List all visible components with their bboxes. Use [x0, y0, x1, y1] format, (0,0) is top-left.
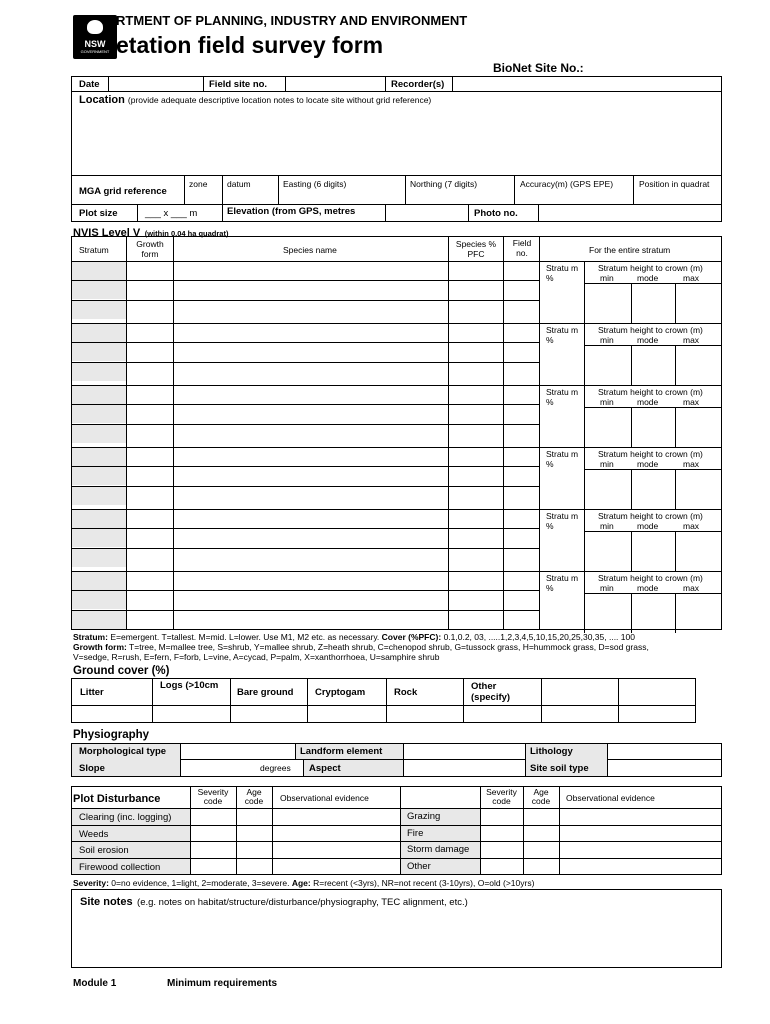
height-min-label: min [600, 459, 614, 469]
severity-code-field-right[interactable] [481, 809, 523, 824]
age-code-field[interactable] [237, 809, 272, 824]
growth-form-cell[interactable] [127, 591, 173, 609]
stratum-pct-label: Stratu m % [546, 325, 579, 345]
severity-code-field-right[interactable] [481, 859, 523, 874]
height-mode-label: mode [637, 273, 659, 283]
stratum-legend: Stratum: E=emergent. T=tallest. M=mid. L=lower. Use M1, M2 etc. as necessary. Cover (%PFC): 0.1,0.2, 03, .....1,2,3,4,5,10,15,20,25,30,35, .... 100 [73, 632, 635, 642]
stratum-code-cell[interactable] [72, 611, 126, 629]
height-max-field[interactable] [676, 532, 721, 570]
severity-code-field-right[interactable] [481, 826, 523, 841]
field-no-cell[interactable] [504, 386, 539, 404]
height-mode-label: mode [637, 397, 659, 407]
height-min-field[interactable] [585, 470, 631, 508]
field-no-cell[interactable] [504, 448, 539, 466]
age-code-field-right[interactable] [524, 809, 559, 824]
stratum-pct-field[interactable] [540, 593, 584, 633]
aspect-label: Aspect [309, 763, 341, 774]
field-no-cell[interactable] [504, 467, 539, 485]
morph-type-field[interactable] [181, 744, 294, 758]
height-mode-label: mode [637, 335, 659, 345]
species-name-cell[interactable] [174, 262, 448, 280]
field-no-cell[interactable] [504, 405, 539, 423]
height-max-field[interactable] [676, 594, 721, 632]
logo-text: NSW [84, 39, 106, 49]
photo-no-field[interactable] [539, 205, 721, 221]
stratum-code-cell[interactable] [72, 301, 126, 319]
height-max-field[interactable] [676, 408, 721, 446]
obs-evidence-field[interactable] [273, 859, 400, 874]
obs-evidence-field[interactable] [273, 826, 400, 841]
soil-type-field[interactable] [608, 760, 721, 776]
litter-label: Litter [80, 687, 104, 698]
species-name-cell[interactable] [174, 591, 448, 609]
stratum-code-cell[interactable] [72, 510, 126, 528]
stratum-pct-field[interactable] [540, 531, 584, 571]
height-max-label: max [683, 335, 700, 345]
species-name-cell[interactable] [174, 487, 448, 505]
species-name-cell[interactable] [174, 510, 448, 528]
ground-cover-value-cell[interactable] [387, 706, 463, 722]
lithology-label: Lithology [530, 746, 573, 757]
stratum-code-cell[interactable] [72, 425, 126, 443]
date-label: Date [79, 79, 100, 90]
degrees-unit: degrees [260, 763, 291, 773]
species-pfc-cell[interactable] [449, 529, 503, 547]
disturbance-right-label: Fire [407, 828, 424, 839]
logs-label: Logs (>10cm [160, 680, 219, 691]
growth-form-cell[interactable] [127, 262, 173, 280]
species-pfc-cell[interactable] [449, 262, 503, 280]
severity-code-field-right[interactable] [481, 842, 523, 857]
footer-minimum-requirements: Minimum requirements [167, 978, 278, 989]
species-name-cell[interactable] [174, 572, 448, 590]
height-max-field[interactable] [676, 284, 721, 322]
age-code-header: Age code [244, 787, 264, 806]
ground-cover-value-cell[interactable] [464, 706, 541, 722]
height-min-label: min [600, 273, 614, 283]
species-pfc-cell[interactable] [449, 301, 503, 319]
growth-form-cell[interactable] [127, 448, 173, 466]
species-pfc-cell[interactable] [449, 386, 503, 404]
species-name-cell[interactable] [174, 324, 448, 342]
growth-form-cell[interactable] [127, 529, 173, 547]
field-no-cell[interactable] [504, 301, 539, 319]
department-name: RTMENT OF PLANNING, INDUSTRY AND ENVIRONMENT [116, 13, 468, 28]
height-min-field[interactable] [585, 408, 631, 446]
ground-cover-value-cell[interactable] [542, 706, 618, 722]
species-pfc-cell[interactable] [449, 448, 503, 466]
field-no-cell[interactable] [504, 591, 539, 609]
height-mode-field[interactable] [632, 284, 675, 322]
growth-form-cell[interactable] [127, 549, 173, 567]
zone-label: zone [189, 179, 208, 189]
growth-form-cell[interactable] [127, 467, 173, 485]
height-min-field[interactable] [585, 532, 631, 570]
landform-field[interactable] [404, 744, 524, 758]
field-no-cell[interactable] [504, 363, 539, 381]
height-min-label: min [600, 397, 614, 407]
col-species-name: Species name [283, 245, 337, 255]
obs-evidence-field-right[interactable] [560, 842, 721, 857]
species-pfc-cell[interactable] [449, 405, 503, 423]
mga-label: MGA grid reference [79, 186, 167, 197]
height-mode-field[interactable] [632, 408, 675, 446]
species-pfc-cell[interactable] [449, 363, 503, 381]
species-pfc-cell[interactable] [449, 591, 503, 609]
field-no-cell[interactable] [504, 343, 539, 361]
bare-ground-label: Bare ground [237, 687, 294, 698]
plot-disturbance-title: Plot Disturbance [73, 793, 161, 805]
field-no-cell[interactable] [504, 611, 539, 629]
field-no-cell[interactable] [504, 324, 539, 342]
lithology-field[interactable] [608, 744, 721, 758]
stratum-code-cell[interactable] [72, 591, 126, 609]
obs-evidence-field[interactable] [273, 842, 400, 857]
severity-code-field[interactable] [191, 826, 236, 841]
stratum-code-cell[interactable] [72, 448, 126, 466]
growth-form-cell[interactable] [127, 301, 173, 319]
species-name-cell[interactable] [174, 425, 448, 443]
species-name-cell[interactable] [174, 386, 448, 404]
species-pfc-cell[interactable] [449, 572, 503, 590]
height-mode-field[interactable] [632, 470, 675, 508]
field-no-cell[interactable] [504, 529, 539, 547]
location-label: Location (provide adequate descriptive location notes to locate site without grid reference) [79, 94, 432, 106]
age-code-field[interactable] [237, 826, 272, 841]
growth-form-cell[interactable] [127, 425, 173, 443]
cryptogam-label: Cryptogam [315, 687, 366, 698]
age-code-field-right[interactable] [524, 859, 559, 874]
growth-form-cell[interactable] [127, 343, 173, 361]
stratum-code-cell[interactable] [72, 572, 126, 590]
height-min-label: min [600, 521, 614, 531]
location-field[interactable] [72, 108, 721, 175]
disturbance-right-label: Grazing [407, 811, 441, 822]
photo-no-label: Photo no. [474, 208, 518, 219]
field-no-cell[interactable] [504, 281, 539, 299]
datum-label: datum [227, 179, 251, 189]
height-max-label: max [683, 459, 700, 469]
species-name-cell[interactable] [174, 611, 448, 629]
recorders-field[interactable] [453, 77, 721, 90]
species-name-cell[interactable] [174, 301, 448, 319]
severity-code-field[interactable] [191, 809, 236, 824]
stratum-height-label: Stratum height to crown (m) [598, 325, 703, 335]
species-name-cell[interactable] [174, 343, 448, 361]
stratum-code-cell[interactable] [72, 549, 126, 567]
stratum-code-cell[interactable] [72, 324, 126, 342]
aspect-field[interactable] [404, 760, 524, 776]
height-min-label: min [600, 335, 614, 345]
slope-field[interactable] [181, 760, 259, 776]
height-max-label: max [683, 521, 700, 531]
stratum-pct-field[interactable] [540, 407, 584, 447]
site-notes-label: Site notes (e.g. notes on habitat/structure/disturbance/physiography, TEC alignment, etc.) [80, 896, 468, 908]
obs-evidence-field[interactable] [273, 809, 400, 824]
field-no-cell[interactable] [504, 510, 539, 528]
disturbance-right-label: Storm damage [407, 844, 470, 855]
species-pfc-cell[interactable] [449, 487, 503, 505]
field-no-cell[interactable] [504, 487, 539, 505]
stratum-pct-label: Stratu m % [546, 573, 579, 593]
stratum-code-cell[interactable] [72, 467, 126, 485]
disturbance-left-label: Clearing (inc. logging) [79, 812, 172, 823]
height-mode-label: mode [637, 583, 659, 593]
height-max-field[interactable] [676, 470, 721, 508]
stratum-code-cell[interactable] [72, 386, 126, 404]
height-mode-field[interactable] [632, 532, 675, 570]
disturbance-right-label: Other [407, 861, 431, 872]
growth-form-cell[interactable] [127, 363, 173, 381]
height-max-field[interactable] [676, 346, 721, 384]
species-name-cell[interactable] [174, 549, 448, 567]
morph-type-label: Morphological type [79, 746, 167, 757]
height-mode-field[interactable] [632, 594, 675, 632]
growth-form-cell[interactable] [127, 611, 173, 629]
col-growth-form: Growth form [136, 239, 164, 259]
stratum-code-cell[interactable] [72, 487, 126, 505]
other-label: Other (specify) [471, 681, 511, 703]
field-no-cell[interactable] [504, 549, 539, 567]
rock-label: Rock [394, 687, 418, 698]
severity-code-field[interactable] [191, 859, 236, 874]
obs-evidence-field-right[interactable] [560, 809, 721, 824]
severity-code-header: Severity code [197, 787, 229, 806]
growth-form-cell[interactable] [127, 572, 173, 590]
stratum-pct-label: Stratu m % [546, 263, 579, 283]
obs-evidence-field-right[interactable] [560, 826, 721, 841]
growth-form-cell[interactable] [127, 324, 173, 342]
species-pfc-cell[interactable] [449, 611, 503, 629]
ground-cover-value-cell[interactable] [231, 706, 307, 722]
stratum-code-cell[interactable] [72, 262, 126, 280]
waratah-icon [87, 20, 103, 34]
ground-cover-title: Ground cover (%) [73, 665, 170, 677]
stratum-code-cell[interactable] [72, 363, 126, 381]
form-title: etation field survey form [116, 32, 384, 58]
stratum-pct-field[interactable] [540, 283, 584, 323]
height-min-field[interactable] [585, 594, 631, 632]
stratum-pct-field[interactable] [540, 469, 584, 509]
species-name-cell[interactable] [174, 363, 448, 381]
age-code-header-right: Age code [531, 787, 551, 806]
stratum-height-label: Stratum height to crown (m) [598, 511, 703, 521]
severity-age-legend: Severity: 0=no evidence, 1=light, 2=moderate, 3=severe. Age: R=recent (<3yrs), NR=not recent (3-10yrs), O=old (>10yrs) [73, 878, 535, 888]
stratum-height-label: Stratum height to crown (m) [598, 573, 703, 583]
soil-type-label: Site soil type [530, 763, 589, 774]
stratum-code-cell[interactable] [72, 343, 126, 361]
col-species-pfc: Species % PFC [455, 239, 497, 259]
position-label: Position in quadrat [639, 179, 710, 189]
stratum-height-label: Stratum height to crown (m) [598, 449, 703, 459]
age-code-field[interactable] [237, 842, 272, 857]
species-pfc-cell[interactable] [449, 425, 503, 443]
logo-subtext: GOVERNMENT [80, 49, 110, 54]
growth-form-cell[interactable] [127, 405, 173, 423]
stratum-pct-label: Stratu m % [546, 511, 579, 531]
severity-code-header-right: Severity code [486, 787, 517, 806]
growth-form-cell[interactable] [127, 281, 173, 299]
physiography-title: Physiography [73, 729, 150, 741]
height-min-field[interactable] [585, 284, 631, 322]
height-min-label: min [600, 583, 614, 593]
elevation-label: Elevation (from GPS, metres [227, 206, 356, 217]
col-field-no: Field no. [512, 238, 532, 258]
ground-cover-value-cell[interactable] [619, 706, 695, 722]
age-code-field[interactable] [237, 859, 272, 874]
severity-code-field[interactable] [191, 842, 236, 857]
growth-legend-2: V=sedge, R=rush, E=fern, F=forb, L=vine, A=cycad, P=palm, X=xanthorrhoea, U=samphire shrub [73, 652, 440, 662]
species-name-cell[interactable] [174, 405, 448, 423]
stratum-height-label: Stratum height to crown (m) [598, 387, 703, 397]
height-max-label: max [683, 583, 700, 593]
height-min-field[interactable] [585, 346, 631, 384]
stratum-pct-field[interactable] [540, 345, 584, 385]
height-mode-field[interactable] [632, 346, 675, 384]
species-pfc-cell[interactable] [449, 343, 503, 361]
height-max-label: max [683, 397, 700, 407]
disturbance-left-label: Firewood collection [79, 862, 161, 873]
species-name-cell[interactable] [174, 529, 448, 547]
field-site-no-field[interactable] [286, 77, 384, 90]
stratum-code-cell[interactable] [72, 529, 126, 547]
date-field[interactable] [109, 77, 202, 90]
height-mode-label: mode [637, 459, 659, 469]
field-site-no-label: Field site no. [209, 79, 268, 90]
stratum-code-cell[interactable] [72, 405, 126, 423]
species-pfc-cell[interactable] [449, 281, 503, 299]
age-code-field-right[interactable] [524, 842, 559, 857]
recorders-label: Recorder(s) [391, 79, 445, 90]
obs-evidence-header: Observational evidence [280, 793, 369, 803]
northing-label: Northing (7 digits) [410, 179, 478, 189]
field-no-cell[interactable] [504, 425, 539, 443]
species-pfc-cell[interactable] [449, 324, 503, 342]
disturbance-left-label: Weeds [79, 829, 109, 840]
species-name-cell[interactable] [174, 448, 448, 466]
col-stratum: Stratum [79, 245, 109, 255]
stratum-code-cell[interactable] [72, 281, 126, 299]
nsw-logo [73, 15, 117, 59]
species-pfc-cell[interactable] [449, 467, 503, 485]
ground-cover-value-cell[interactable] [153, 706, 230, 722]
site-notes-hint: (e.g. notes on habitat/structure/disturbance/physiography, TEC alignment, etc.) [137, 897, 468, 908]
nvis-title: NVIS Level V (within 0.04 ha quadrat) [73, 227, 229, 239]
age-code-field-right[interactable] [524, 826, 559, 841]
col-entire-stratum: For the entire stratum [589, 245, 671, 255]
landform-label: Landform element [300, 746, 383, 757]
growth-form-cell[interactable] [127, 487, 173, 505]
location-hint: (provide adequate descriptive location notes to locate site without grid reference) [127, 95, 432, 105]
growth-form-cell[interactable] [127, 386, 173, 404]
stratum-height-label: Stratum height to crown (m) [598, 263, 703, 273]
accuracy-label: Accuracy(m) (GPS EPE) [520, 179, 614, 189]
ground-cover-value-cell[interactable] [308, 706, 386, 722]
height-mode-label: mode [637, 521, 659, 531]
plot-size-value[interactable]: ___ x ___ m [145, 208, 198, 219]
species-pfc-cell[interactable] [449, 549, 503, 567]
field-no-cell[interactable] [504, 572, 539, 590]
ground-cover-value-cell[interactable] [72, 706, 152, 722]
plot-size-label: Plot size [79, 208, 118, 219]
stratum-pct-label: Stratu m % [546, 449, 579, 469]
species-name-cell[interactable] [174, 281, 448, 299]
species-name-cell[interactable] [174, 467, 448, 485]
obs-evidence-header-right: Observational evidence [566, 793, 655, 803]
stratum-pct-label: Stratu m % [546, 387, 579, 407]
species-pfc-cell[interactable] [449, 510, 503, 528]
field-no-cell[interactable] [504, 262, 539, 280]
easting-label: Easting (6 digits) [283, 179, 347, 189]
slope-label: Slope [79, 763, 105, 774]
obs-evidence-field-right[interactable] [560, 859, 721, 874]
bionet-label: BioNet Site No.: [493, 61, 584, 75]
height-max-label: max [683, 273, 700, 283]
disturbance-left-label: Soil erosion [79, 845, 129, 856]
growth-form-cell[interactable] [127, 510, 173, 528]
growth-legend: Growth form: T=tree, M=mallee tree, S=shrub, Y=mallee shrub, Z=heath shrub, C=chenopod shrub, G=tussock grass, H=hummock grass, D=sod grass, [73, 642, 649, 652]
footer-module: Module 1 [73, 978, 117, 989]
